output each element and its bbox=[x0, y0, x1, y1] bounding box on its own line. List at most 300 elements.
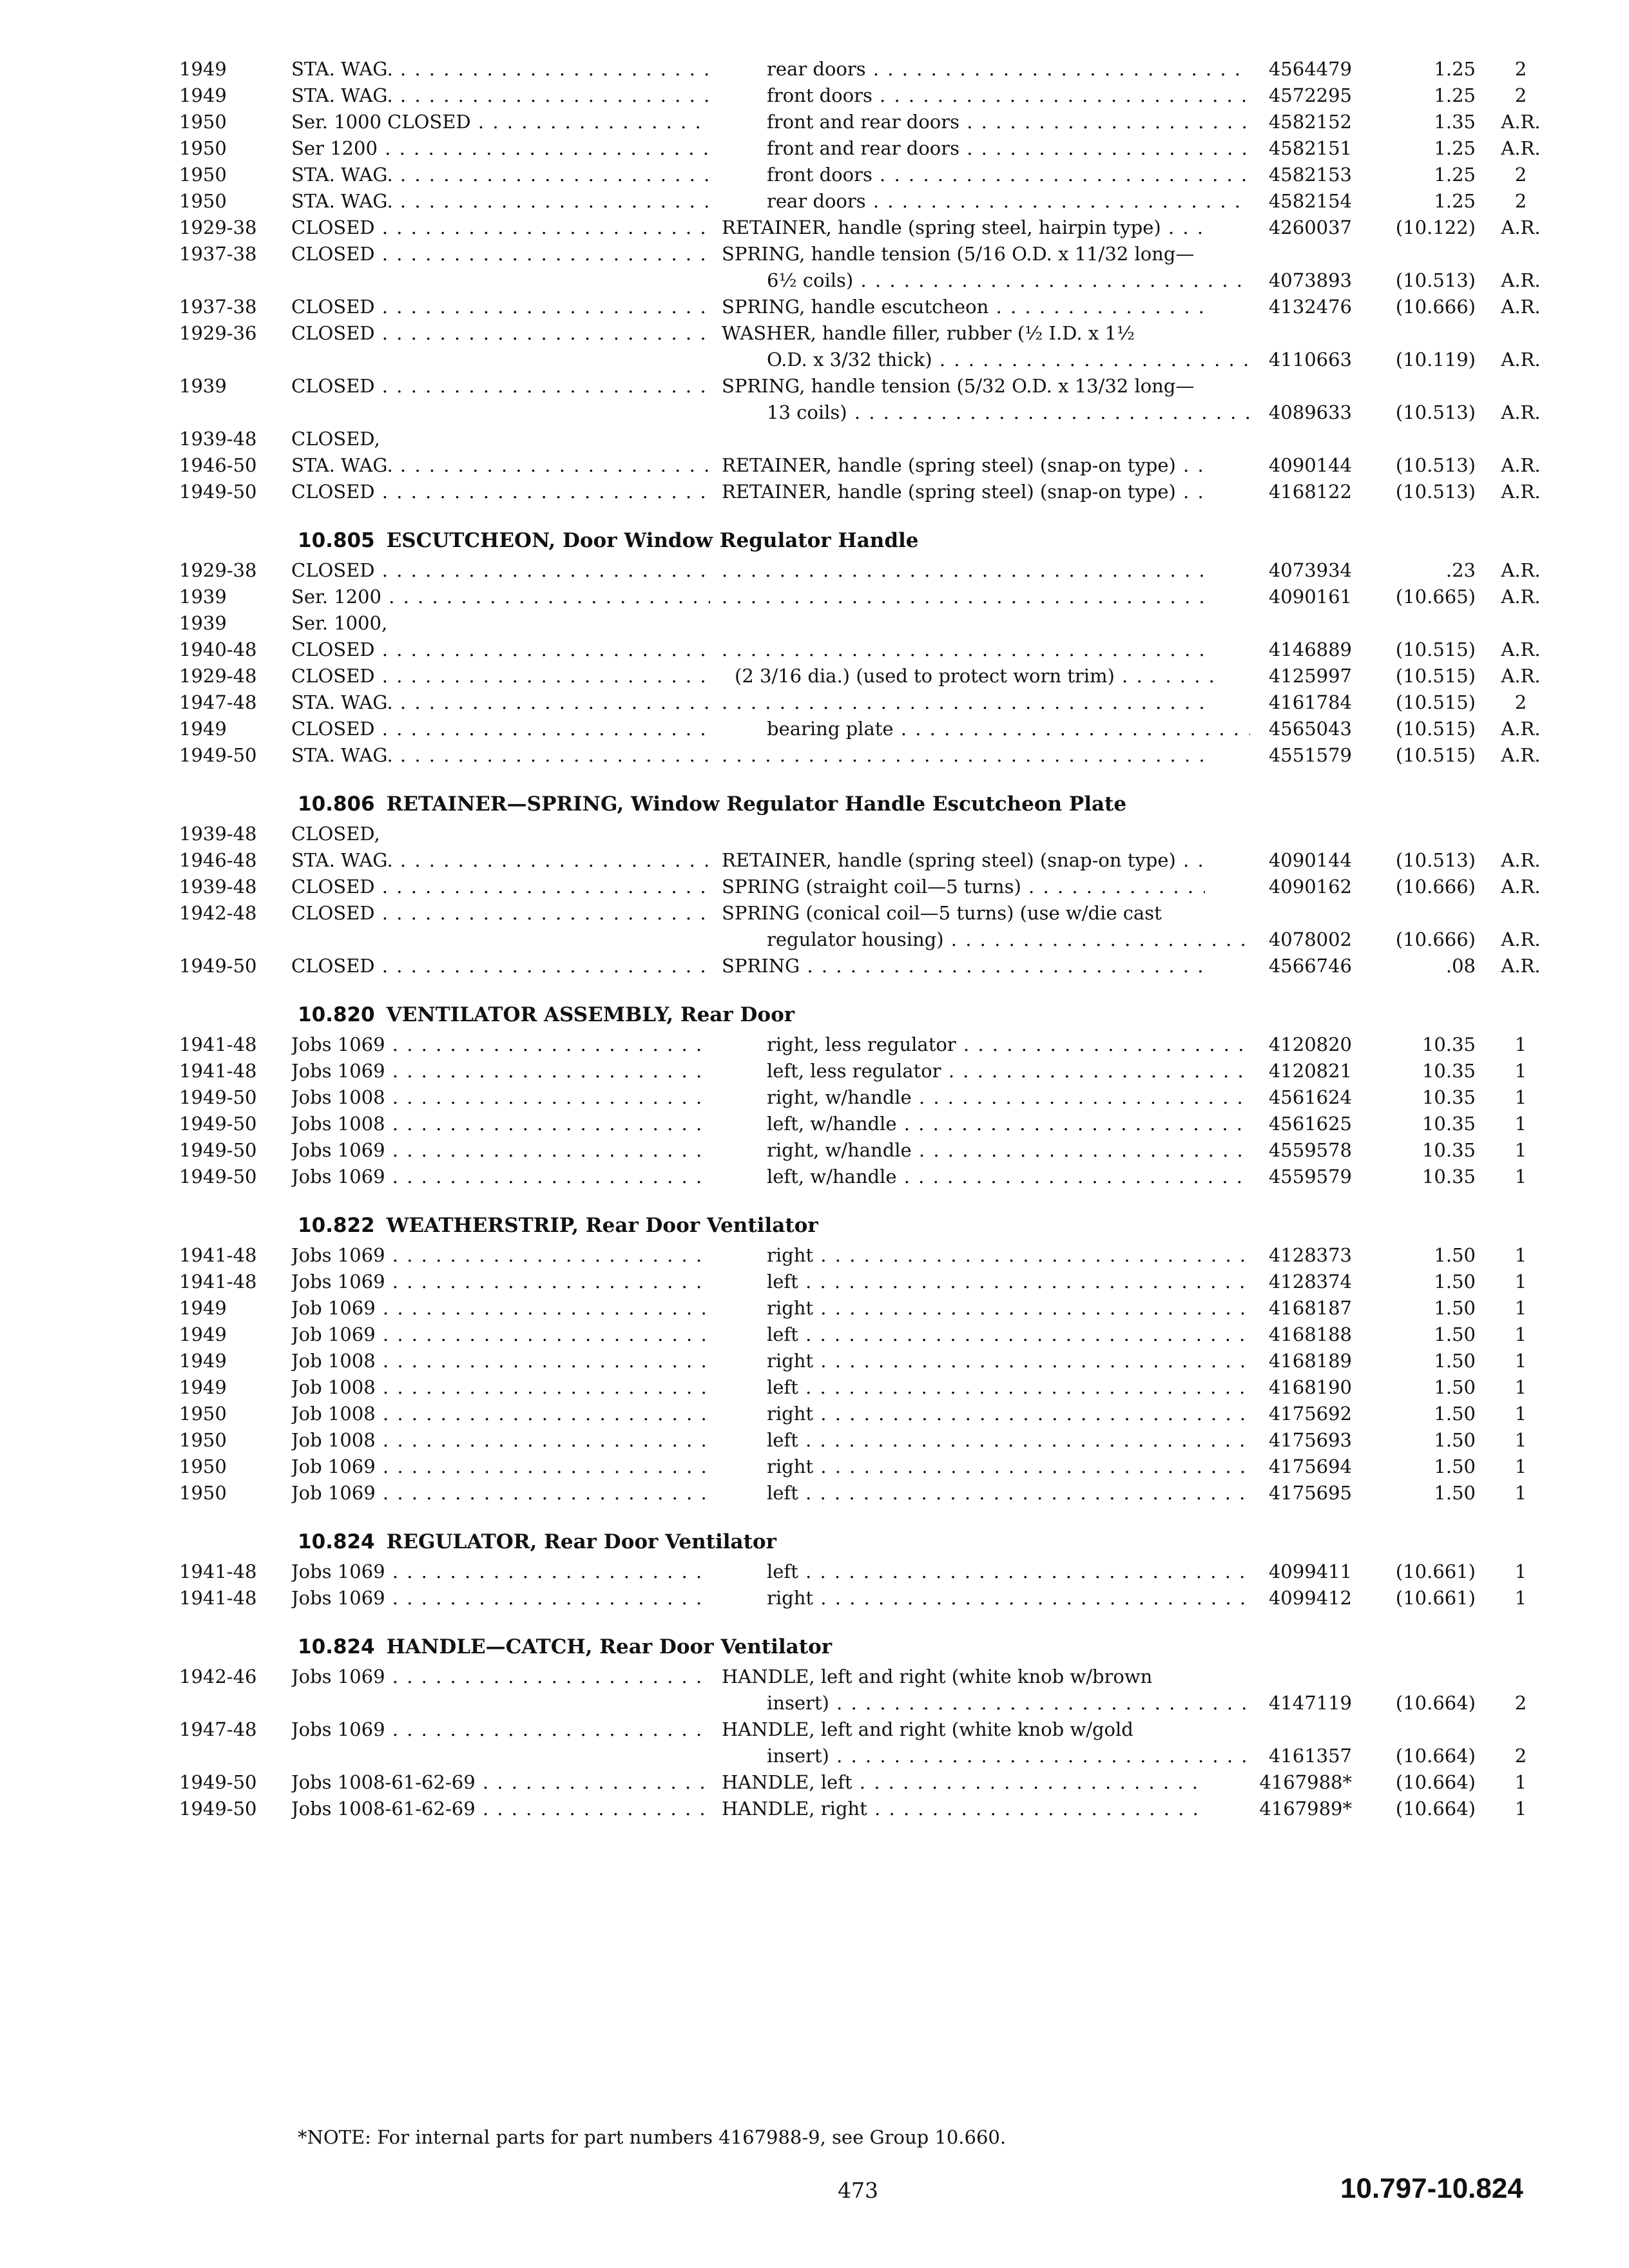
parts-row bbox=[0, 293, 1629, 320]
price-cell: (10.513) bbox=[1395, 849, 1476, 871]
parts-row bbox=[0, 1795, 1629, 1822]
year-cell: 1939-48 bbox=[179, 876, 257, 898]
price-cell: (10.664) bbox=[1395, 1771, 1476, 1793]
description-cell: front and rear doors . . . bbox=[767, 111, 1250, 133]
quantity-cell: 1 bbox=[1514, 1429, 1527, 1451]
year-cell: 1941-48 bbox=[179, 1060, 257, 1082]
quantity-cell: 2 bbox=[1514, 691, 1527, 713]
parts-row bbox=[0, 899, 1629, 927]
description-cell: left, w/handle . . . bbox=[767, 1166, 1250, 1187]
parts-row bbox=[0, 1084, 1629, 1111]
part-number-cell: 4565043 bbox=[1268, 718, 1352, 740]
model-cell: CLOSED . . . bbox=[291, 665, 710, 687]
price-cell: (10.122) bbox=[1395, 216, 1476, 238]
year-cell: 1939-48 bbox=[179, 428, 257, 450]
quantity-cell: A.R. bbox=[1501, 665, 1541, 687]
parts-row bbox=[0, 1110, 1629, 1137]
quantity-cell: 2 bbox=[1514, 58, 1527, 80]
parts-row bbox=[0, 1558, 1629, 1585]
quantity-cell: 1 bbox=[1514, 1482, 1527, 1504]
quantity-cell: A.R. bbox=[1501, 718, 1541, 740]
quantity-cell: A.R. bbox=[1501, 955, 1541, 977]
description-cell: RETAINER, handle (spring steel) (snap-on type) . . . bbox=[722, 849, 1205, 871]
model-cell: Job 1008 . . . bbox=[291, 1350, 710, 1372]
model-cell: STA. WAG. . . . bbox=[291, 84, 710, 106]
description-cell: SPRING, handle tension (5/16 O.D. x 11/32 long— bbox=[722, 243, 1195, 265]
parts-row bbox=[0, 1663, 1629, 1690]
part-number-cell: 4582151 bbox=[1268, 137, 1352, 159]
price-cell: (10.664) bbox=[1395, 1692, 1476, 1714]
year-cell: 1949 bbox=[179, 84, 227, 106]
description-cell: front doors . . . bbox=[767, 164, 1250, 186]
description-cell: rear doors . . . bbox=[767, 58, 1250, 80]
description-cell: RETAINER, handle (spring steel, hairpin type) . . . bbox=[722, 216, 1205, 238]
quantity-cell: A.R. bbox=[1501, 111, 1541, 133]
price-cell: 1.25 bbox=[1434, 137, 1476, 159]
part-number-cell: 4146889 bbox=[1268, 639, 1352, 660]
price-cell: (10.513) bbox=[1395, 401, 1476, 423]
parts-row bbox=[0, 1689, 1629, 1716]
quantity-cell: 1 bbox=[1514, 1113, 1527, 1135]
price-cell: (10.664) bbox=[1395, 1745, 1476, 1767]
model-cell: CLOSED, bbox=[291, 428, 380, 450]
year-cell: 1946-50 bbox=[179, 454, 257, 476]
model-cell: Jobs 1069 . . . bbox=[291, 1166, 710, 1187]
year-cell: 1949 bbox=[179, 1376, 227, 1398]
parts-row bbox=[0, 1163, 1629, 1190]
year-cell: 1941-48 bbox=[179, 1271, 257, 1293]
year-cell: 1929-36 bbox=[179, 322, 257, 344]
parts-row bbox=[0, 1294, 1629, 1321]
part-number-cell: 4090144 bbox=[1268, 454, 1352, 476]
part-number-cell: 4564479 bbox=[1268, 58, 1352, 80]
parts-row bbox=[0, 1031, 1629, 1058]
description-cell: 6½ coils) . . . bbox=[767, 269, 1250, 291]
section-header bbox=[298, 793, 1126, 816]
parts-row bbox=[0, 926, 1629, 953]
part-number-cell: 4561624 bbox=[1268, 1086, 1352, 1108]
price-cell: 1.25 bbox=[1434, 190, 1476, 212]
quantity-cell: 1 bbox=[1514, 1376, 1527, 1398]
model-cell: CLOSED . . . bbox=[291, 639, 710, 660]
parts-row bbox=[0, 952, 1629, 979]
description-cell: left . . . bbox=[767, 1561, 1250, 1582]
description-cell: insert) . . . bbox=[767, 1692, 1250, 1714]
model-cell: CLOSED . . . bbox=[291, 955, 710, 977]
parts-row bbox=[0, 1769, 1629, 1796]
year-cell: 1950 bbox=[179, 111, 227, 133]
section-number: 10.806 bbox=[298, 793, 375, 816]
description-cell bbox=[722, 559, 1205, 581]
model-cell: Jobs 1069 . . . bbox=[291, 1139, 710, 1161]
section-title: REGULATOR, Rear Door Ventilator bbox=[386, 1530, 776, 1553]
price-cell: 1.50 bbox=[1434, 1350, 1476, 1372]
year-cell: 1949-50 bbox=[179, 1139, 257, 1161]
price-cell: (10.664) bbox=[1395, 1798, 1476, 1820]
price-cell: (10.666) bbox=[1395, 928, 1476, 950]
parts-row bbox=[0, 478, 1629, 505]
quantity-cell: 1 bbox=[1514, 1403, 1527, 1425]
price-cell: 1.25 bbox=[1434, 58, 1476, 80]
part-number-cell: 4559579 bbox=[1268, 1166, 1352, 1187]
part-number-cell: 4099411 bbox=[1268, 1561, 1352, 1582]
section-number: 10.822 bbox=[298, 1214, 375, 1237]
parts-row bbox=[0, 1716, 1629, 1743]
parts-row bbox=[0, 214, 1629, 241]
quantity-cell: A.R. bbox=[1501, 639, 1541, 660]
model-cell: Jobs 1069 . . . bbox=[291, 1561, 710, 1582]
parts-row bbox=[0, 82, 1629, 109]
description-cell bbox=[722, 744, 1205, 766]
parts-row bbox=[0, 1400, 1629, 1427]
parts-row bbox=[0, 135, 1629, 162]
quantity-cell: A.R. bbox=[1501, 269, 1541, 291]
year-cell: 1950 bbox=[179, 164, 227, 186]
price-cell: (10.515) bbox=[1395, 639, 1476, 660]
part-number-cell: 4175692 bbox=[1268, 1403, 1352, 1425]
year-cell: 1949-50 bbox=[179, 1086, 257, 1108]
parts-row bbox=[0, 820, 1629, 847]
model-cell: CLOSED . . . bbox=[291, 243, 710, 265]
parts-row bbox=[0, 847, 1629, 874]
price-cell: 1.50 bbox=[1434, 1482, 1476, 1504]
description-cell bbox=[722, 586, 1205, 608]
model-cell: Job 1069 . . . bbox=[291, 1323, 710, 1345]
part-number-cell: 4559578 bbox=[1268, 1139, 1352, 1161]
description-cell: bearing plate . . . bbox=[767, 718, 1250, 740]
price-cell: 1.50 bbox=[1434, 1403, 1476, 1425]
section-number: 10.805 bbox=[298, 529, 375, 552]
quantity-cell: A.R. bbox=[1501, 559, 1541, 581]
part-number-cell: 4561625 bbox=[1268, 1113, 1352, 1135]
quantity-cell: 1 bbox=[1514, 1297, 1527, 1319]
price-cell: 1.25 bbox=[1434, 84, 1476, 106]
year-cell: 1929-48 bbox=[179, 665, 257, 687]
parts-row bbox=[0, 187, 1629, 215]
year-cell: 1939 bbox=[179, 612, 227, 634]
section-header bbox=[298, 1003, 795, 1026]
parts-row bbox=[0, 1584, 1629, 1611]
price-cell: 1.25 bbox=[1434, 164, 1476, 186]
price-cell: .08 bbox=[1445, 955, 1476, 977]
part-number-cell: 4175693 bbox=[1268, 1429, 1352, 1451]
price-cell: 10.35 bbox=[1422, 1166, 1476, 1187]
year-cell: 1941-48 bbox=[179, 1561, 257, 1582]
year-cell: 1942-46 bbox=[179, 1666, 257, 1687]
description-cell: HANDLE, left . . . bbox=[722, 1771, 1205, 1793]
parts-row bbox=[0, 1321, 1629, 1348]
part-number-cell: 4168189 bbox=[1268, 1350, 1352, 1372]
quantity-cell: 2 bbox=[1514, 164, 1527, 186]
quantity-cell: 1 bbox=[1514, 1060, 1527, 1082]
part-number-cell: 4090161 bbox=[1268, 586, 1352, 608]
part-number-cell: 4090144 bbox=[1268, 849, 1352, 871]
part-number-cell: 4078002 bbox=[1268, 928, 1352, 950]
year-cell: 1941-48 bbox=[179, 1244, 257, 1266]
year-cell: 1949-50 bbox=[179, 1166, 257, 1187]
parts-row bbox=[0, 610, 1629, 637]
model-cell: Jobs 1069 . . . bbox=[291, 1244, 710, 1266]
part-number-cell: 4128373 bbox=[1268, 1244, 1352, 1266]
year-cell: 1950 bbox=[179, 1456, 227, 1477]
part-number-cell: 4167989* bbox=[1259, 1798, 1352, 1820]
part-number-cell: 4582153 bbox=[1268, 164, 1352, 186]
part-number-cell: 4161357 bbox=[1268, 1745, 1352, 1767]
quantity-cell: 1 bbox=[1514, 1086, 1527, 1108]
price-cell: (10.513) bbox=[1395, 269, 1476, 291]
description-cell: right . . . bbox=[767, 1297, 1250, 1319]
description-cell: left . . . bbox=[767, 1271, 1250, 1293]
model-cell: Ser. 1000 CLOSED . . . bbox=[291, 111, 710, 133]
quantity-cell: A.R. bbox=[1501, 137, 1541, 159]
part-number-cell: 4120821 bbox=[1268, 1060, 1352, 1082]
quantity-cell: A.R. bbox=[1501, 586, 1541, 608]
footnote: *NOTE: For internal parts for part numbers 4167988-9, see Group 10.660. bbox=[298, 2126, 1007, 2148]
model-cell: Job 1069 . . . bbox=[291, 1297, 710, 1319]
part-number-cell: 4168190 bbox=[1268, 1376, 1352, 1398]
model-cell: CLOSED . . . bbox=[291, 902, 710, 924]
year-cell: 1950 bbox=[179, 137, 227, 159]
price-cell: 1.50 bbox=[1434, 1456, 1476, 1477]
description-cell: left . . . bbox=[767, 1482, 1250, 1504]
year-cell: 1947-48 bbox=[179, 691, 257, 713]
part-number-cell: 4147119 bbox=[1268, 1692, 1352, 1714]
parts-row bbox=[0, 873, 1629, 900]
description-cell: insert) . . . bbox=[767, 1745, 1250, 1767]
parts-row bbox=[0, 1137, 1629, 1164]
description-cell: WASHER, handle filler, rubber (½ I.D. x 1½ bbox=[722, 322, 1135, 344]
description-cell: right . . . bbox=[767, 1456, 1250, 1477]
description-cell: left . . . bbox=[767, 1323, 1250, 1345]
quantity-cell: 1 bbox=[1514, 1798, 1527, 1820]
part-number-cell: 4582154 bbox=[1268, 190, 1352, 212]
description-cell: RETAINER, handle (spring steel) (snap-on type) . . . bbox=[722, 481, 1205, 503]
quantity-cell: 1 bbox=[1514, 1561, 1527, 1582]
price-cell: 10.35 bbox=[1422, 1113, 1476, 1135]
parts-row bbox=[0, 1057, 1629, 1084]
parts-row bbox=[0, 715, 1629, 742]
model-cell: Jobs 1069 . . . bbox=[291, 1587, 710, 1609]
description-cell: HANDLE, left and right (white knob w/gold bbox=[722, 1718, 1133, 1740]
quantity-cell: A.R. bbox=[1501, 349, 1541, 370]
quantity-cell: 1 bbox=[1514, 1323, 1527, 1345]
quantity-cell: A.R. bbox=[1501, 876, 1541, 898]
description-cell: 13 coils) . . . bbox=[767, 401, 1250, 423]
description-cell: left, w/handle . . . bbox=[767, 1113, 1250, 1135]
description-cell: SPRING . . . bbox=[722, 955, 1205, 977]
price-cell: 10.35 bbox=[1422, 1060, 1476, 1082]
model-cell: Ser. 1000, bbox=[291, 612, 388, 634]
year-cell: 1946-48 bbox=[179, 849, 257, 871]
part-number-cell: 4073893 bbox=[1268, 269, 1352, 291]
model-cell: Job 1008 . . . bbox=[291, 1403, 710, 1425]
quantity-cell: A.R. bbox=[1501, 216, 1541, 238]
price-cell: 10.35 bbox=[1422, 1033, 1476, 1055]
parts-row bbox=[0, 636, 1629, 663]
part-number-cell: 4161784 bbox=[1268, 691, 1352, 713]
quantity-cell: A.R. bbox=[1501, 849, 1541, 871]
part-number-cell: 4175694 bbox=[1268, 1456, 1352, 1477]
part-number-cell: 4168188 bbox=[1268, 1323, 1352, 1345]
part-number-cell: 4125997 bbox=[1268, 665, 1352, 687]
model-cell: Ser. 1200 . . . bbox=[291, 586, 710, 608]
model-cell: Job 1008 . . . bbox=[291, 1376, 710, 1398]
model-cell: Job 1069 . . . bbox=[291, 1456, 710, 1477]
description-cell: right, less regulator . . . bbox=[767, 1033, 1250, 1055]
price-cell: 1.50 bbox=[1434, 1376, 1476, 1398]
parts-row bbox=[0, 557, 1629, 584]
part-number-cell: 4168122 bbox=[1268, 481, 1352, 503]
description-cell: rear doors . . . bbox=[767, 190, 1250, 212]
quantity-cell: 2 bbox=[1514, 1692, 1527, 1714]
parts-row bbox=[0, 425, 1629, 452]
price-cell: (10.515) bbox=[1395, 665, 1476, 687]
quantity-cell: 1 bbox=[1514, 1244, 1527, 1266]
section-title: HANDLE—CATCH, Rear Door Ventilator bbox=[386, 1635, 833, 1658]
model-cell: STA. WAG. . . . bbox=[291, 190, 710, 212]
description-cell: (2 3/16 dia.) (used to protect worn trim) . . . bbox=[735, 665, 1218, 687]
description-cell: left, less regulator . . . bbox=[767, 1060, 1250, 1082]
parts-row bbox=[0, 372, 1629, 399]
year-cell: 1939 bbox=[179, 375, 227, 397]
description-cell: RETAINER, handle (spring steel) (snap-on type) . . . bbox=[722, 454, 1205, 476]
part-number-cell: 4090162 bbox=[1268, 876, 1352, 898]
part-number-cell: 4582152 bbox=[1268, 111, 1352, 133]
parts-row bbox=[0, 346, 1629, 373]
model-cell: CLOSED, bbox=[291, 823, 380, 845]
part-number-cell: 4073934 bbox=[1268, 559, 1352, 581]
parts-row bbox=[0, 662, 1629, 689]
model-cell: CLOSED . . . bbox=[291, 375, 710, 397]
description-cell: HANDLE, left and right (white knob w/brown bbox=[722, 1666, 1153, 1687]
price-cell: 1.50 bbox=[1434, 1271, 1476, 1293]
section-range: 10.797-10.824 bbox=[1340, 2173, 1523, 2204]
section-title: RETAINER—SPRING, Window Regulator Handle Escutcheon Plate bbox=[386, 793, 1127, 816]
year-cell: 1939-48 bbox=[179, 823, 257, 845]
year-cell: 1929-38 bbox=[179, 559, 257, 581]
year-cell: 1949 bbox=[179, 1350, 227, 1372]
year-cell: 1950 bbox=[179, 1429, 227, 1451]
description-cell: SPRING, handle tension (5/32 O.D. x 13/32 long— bbox=[722, 375, 1195, 397]
parts-row bbox=[0, 1268, 1629, 1295]
quantity-cell: A.R. bbox=[1501, 928, 1541, 950]
year-cell: 1949 bbox=[179, 1297, 227, 1319]
year-cell: 1941-48 bbox=[179, 1033, 257, 1055]
part-number-cell: 4110663 bbox=[1268, 349, 1352, 370]
parts-row bbox=[0, 1347, 1629, 1374]
parts-row bbox=[0, 55, 1629, 82]
model-cell: STA. WAG. . . . bbox=[291, 58, 710, 80]
price-cell: 1.50 bbox=[1434, 1429, 1476, 1451]
year-cell: 1950 bbox=[179, 1403, 227, 1425]
model-cell: Jobs 1008 . . . bbox=[291, 1086, 710, 1108]
quantity-cell: 1 bbox=[1514, 1456, 1527, 1477]
model-cell: Job 1008 . . . bbox=[291, 1429, 710, 1451]
parts-row bbox=[0, 1242, 1629, 1269]
year-cell: 1949-50 bbox=[179, 955, 257, 977]
price-cell: (10.513) bbox=[1395, 481, 1476, 503]
description-cell: regulator housing) . . . bbox=[767, 928, 1250, 950]
model-cell: CLOSED . . . bbox=[291, 296, 710, 318]
section-header bbox=[298, 529, 919, 552]
description-cell: SPRING (conical coil—5 turns) (use w/die cast bbox=[722, 902, 1162, 924]
part-number-cell: 4089633 bbox=[1268, 401, 1352, 423]
model-cell: STA. WAG. . . . bbox=[291, 744, 710, 766]
price-cell: (10.666) bbox=[1395, 876, 1476, 898]
part-number-cell: 4175695 bbox=[1268, 1482, 1352, 1504]
price-cell: .23 bbox=[1445, 559, 1476, 581]
part-number-cell: 4572295 bbox=[1268, 84, 1352, 106]
quantity-cell: 1 bbox=[1514, 1271, 1527, 1293]
description-cell: right . . . bbox=[767, 1244, 1250, 1266]
description-cell: right . . . bbox=[767, 1587, 1250, 1609]
quantity-cell: 1 bbox=[1514, 1771, 1527, 1793]
model-cell: Job 1069 . . . bbox=[291, 1482, 710, 1504]
price-cell: 1.50 bbox=[1434, 1323, 1476, 1345]
year-cell: 1949 bbox=[179, 718, 227, 740]
model-cell: CLOSED . . . bbox=[291, 216, 710, 238]
description-cell: O.D. x 3/32 thick) . . . bbox=[767, 349, 1250, 370]
parts-row bbox=[0, 267, 1629, 294]
description-cell: HANDLE, right . . . bbox=[722, 1798, 1205, 1820]
model-cell: CLOSED . . . bbox=[291, 559, 710, 581]
price-cell: 1.50 bbox=[1434, 1244, 1476, 1266]
part-number-cell: 4099412 bbox=[1268, 1587, 1352, 1609]
description-cell: right . . . bbox=[767, 1403, 1250, 1425]
price-cell: (10.666) bbox=[1395, 296, 1476, 318]
model-cell: Ser 1200 . . . bbox=[291, 137, 710, 159]
model-cell: Jobs 1069 . . . bbox=[291, 1718, 710, 1740]
section-title: WEATHERSTRIP, Rear Door Ventilator bbox=[386, 1214, 818, 1237]
quantity-cell: 2 bbox=[1514, 190, 1527, 212]
model-cell: Jobs 1069 . . . bbox=[291, 1060, 710, 1082]
quantity-cell: 1 bbox=[1514, 1587, 1527, 1609]
year-cell: 1949-50 bbox=[179, 1798, 257, 1820]
price-cell: 1.35 bbox=[1434, 111, 1476, 133]
quantity-cell: 1 bbox=[1514, 1033, 1527, 1055]
part-number-cell: 4120820 bbox=[1268, 1033, 1352, 1055]
description-cell: front doors . . . bbox=[767, 84, 1250, 106]
description-cell bbox=[722, 691, 1205, 713]
description-cell bbox=[722, 639, 1205, 660]
year-cell: 1942-48 bbox=[179, 902, 257, 924]
model-cell: Jobs 1008-61-62-69 . . . bbox=[291, 1798, 710, 1820]
model-cell: STA. WAG. . . . bbox=[291, 164, 710, 186]
price-cell: (10.515) bbox=[1395, 691, 1476, 713]
parts-row bbox=[0, 1374, 1629, 1401]
quantity-cell: 2 bbox=[1514, 84, 1527, 106]
year-cell: 1950 bbox=[179, 190, 227, 212]
part-number-cell: 4167988* bbox=[1259, 1771, 1352, 1793]
section-number: 10.824 bbox=[298, 1635, 375, 1658]
year-cell: 1940-48 bbox=[179, 639, 257, 660]
price-cell: (10.119) bbox=[1395, 349, 1476, 370]
price-cell: (10.665) bbox=[1395, 586, 1476, 608]
year-cell: 1949-50 bbox=[179, 1113, 257, 1135]
section-header bbox=[298, 1214, 818, 1237]
part-number-cell: 4566746 bbox=[1268, 955, 1352, 977]
model-cell: CLOSED . . . bbox=[291, 322, 710, 344]
year-cell: 1937-38 bbox=[179, 296, 257, 318]
year-cell: 1949 bbox=[179, 58, 227, 80]
part-number-cell: 4260037 bbox=[1268, 216, 1352, 238]
model-cell: Jobs 1069 . . . bbox=[291, 1271, 710, 1293]
parts-row bbox=[0, 689, 1629, 716]
price-cell: (10.515) bbox=[1395, 744, 1476, 766]
quantity-cell: A.R. bbox=[1501, 481, 1541, 503]
section-header bbox=[298, 1635, 832, 1658]
quantity-cell: 2 bbox=[1514, 1745, 1527, 1767]
